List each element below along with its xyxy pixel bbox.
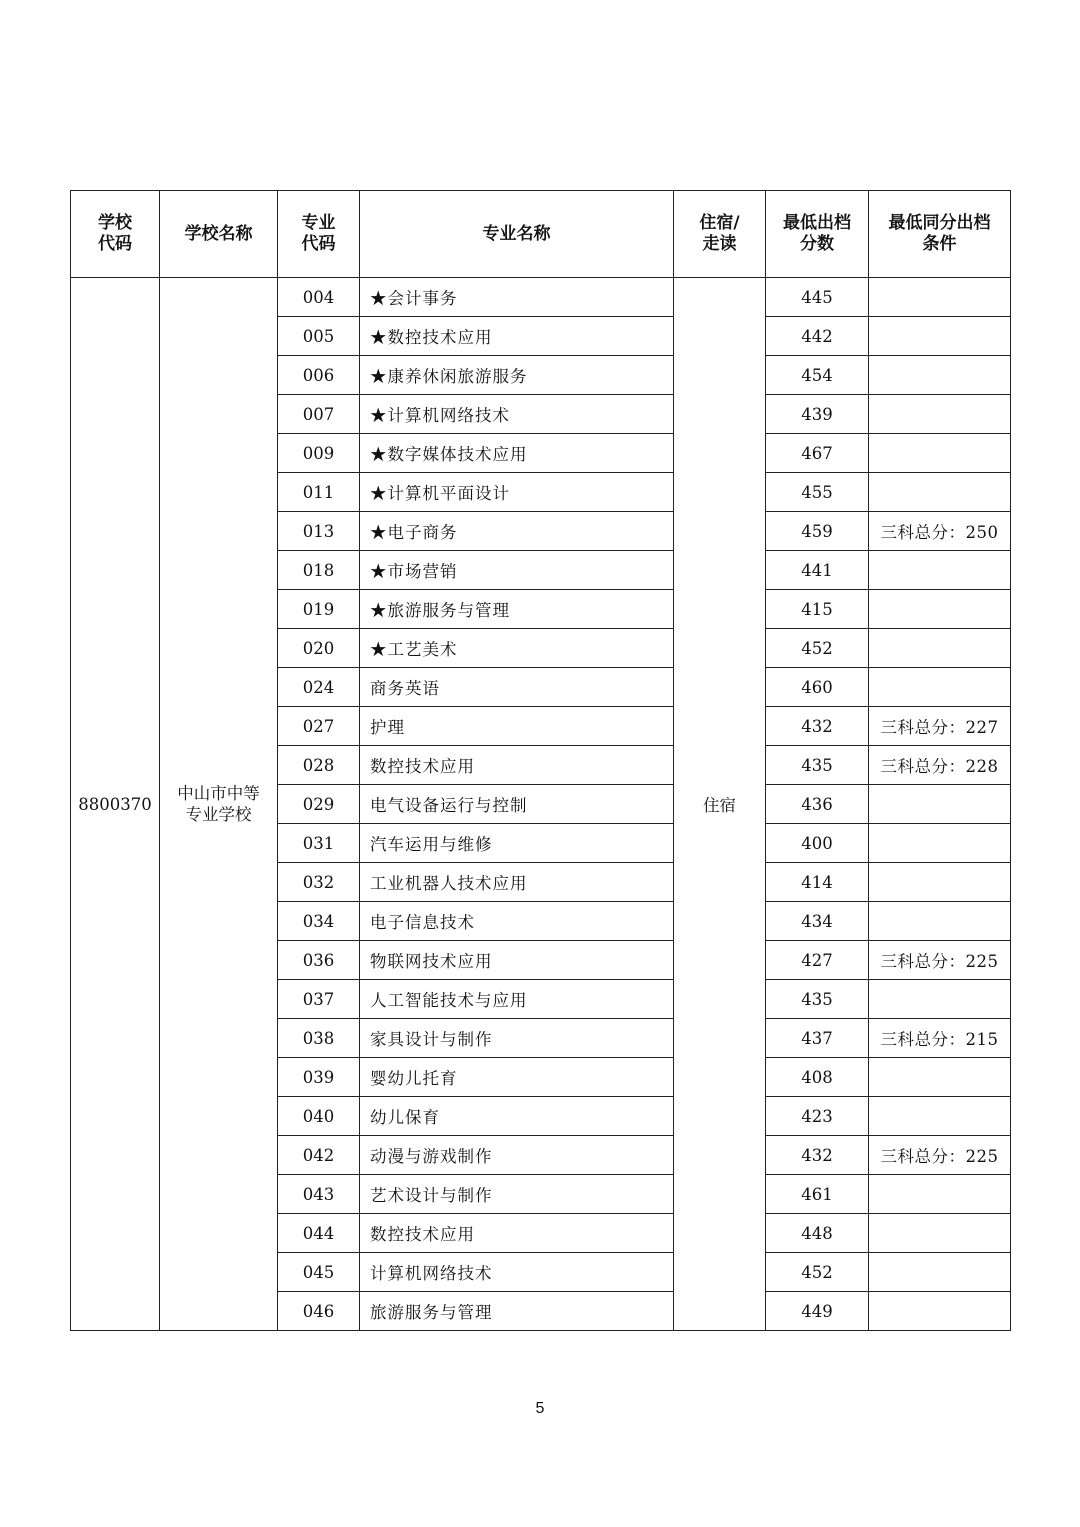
major-name-cell: 家具设计与制作 xyxy=(360,1019,674,1058)
major-name-cell: 人工智能技术与应用 xyxy=(360,980,674,1019)
table-body xyxy=(71,278,1011,1331)
major-code-cell: 040 xyxy=(278,1097,360,1136)
major-code-cell: 007 xyxy=(278,395,360,434)
tie-condition-cell: 三科总分：215 xyxy=(869,1019,1011,1058)
tie-condition-cell: 三科总分：227 xyxy=(869,707,1011,746)
min-score-cell: 423 xyxy=(766,1097,869,1136)
lodging-cell: 住宿 xyxy=(674,278,766,1331)
header-row xyxy=(71,191,1011,278)
major-name-cell: 电气设备运行与控制 xyxy=(360,785,674,824)
major-name-cell: ★旅游服务与管理 xyxy=(360,590,674,629)
min-score-cell: 448 xyxy=(766,1214,869,1253)
major-code-cell: 009 xyxy=(278,434,360,473)
major-code-cell: 005 xyxy=(278,317,360,356)
major-code-cell: 024 xyxy=(278,668,360,707)
major-name-cell: 艺术设计与制作 xyxy=(360,1175,674,1214)
major-name-cell: ★电子商务 xyxy=(360,512,674,551)
tie-condition-cell: 三科总分：225 xyxy=(869,1136,1011,1175)
tie-condition-cell xyxy=(869,1214,1011,1253)
header-lodging: 住宿/ 走读 xyxy=(674,191,766,278)
min-score-cell: 460 xyxy=(766,668,869,707)
min-score-cell: 454 xyxy=(766,356,869,395)
major-name-cell: 旅游服务与管理 xyxy=(360,1292,674,1331)
min-score-cell: 432 xyxy=(766,1136,869,1175)
tie-condition-cell xyxy=(869,824,1011,863)
major-code-cell: 004 xyxy=(278,278,360,317)
page-number: 5 xyxy=(535,1400,545,1417)
major-code-cell: 020 xyxy=(278,629,360,668)
tie-condition-cell xyxy=(869,1253,1011,1292)
major-name-cell: ★康养休闲旅游服务 xyxy=(360,356,674,395)
min-score-cell: 439 xyxy=(766,395,869,434)
major-name-cell: 护理 xyxy=(360,707,674,746)
min-score-cell: 408 xyxy=(766,1058,869,1097)
min-score-cell: 452 xyxy=(766,629,869,668)
tie-condition-cell xyxy=(869,902,1011,941)
school-code-cell: 8800370 xyxy=(71,278,160,1331)
major-code-cell: 034 xyxy=(278,902,360,941)
major-name-cell: ★数字媒体技术应用 xyxy=(360,434,674,473)
tie-condition-cell xyxy=(869,1292,1011,1331)
major-name-cell: ★计算机平面设计 xyxy=(360,473,674,512)
tie-condition-cell xyxy=(869,278,1011,317)
tie-condition-cell xyxy=(869,317,1011,356)
major-name-cell: 数控技术应用 xyxy=(360,1214,674,1253)
min-score-cell: 452 xyxy=(766,1253,869,1292)
major-code-cell: 039 xyxy=(278,1058,360,1097)
major-code-cell: 037 xyxy=(278,980,360,1019)
min-score-cell: 442 xyxy=(766,317,869,356)
tie-condition-cell xyxy=(869,356,1011,395)
major-code-cell: 031 xyxy=(278,824,360,863)
major-name-cell: 电子信息技术 xyxy=(360,902,674,941)
tie-condition-cell xyxy=(869,1175,1011,1214)
min-score-cell: 461 xyxy=(766,1175,869,1214)
min-score-cell: 427 xyxy=(766,941,869,980)
major-name-cell: 工业机器人技术应用 xyxy=(360,863,674,902)
major-name-cell: 幼儿保育 xyxy=(360,1097,674,1136)
major-code-cell: 036 xyxy=(278,941,360,980)
major-code-cell: 042 xyxy=(278,1136,360,1175)
tie-condition-cell: 三科总分：225 xyxy=(869,941,1011,980)
tie-condition-cell xyxy=(869,863,1011,902)
tie-condition-cell xyxy=(869,434,1011,473)
header-min-score: 最低出档 分数 xyxy=(766,191,869,278)
major-code-cell: 044 xyxy=(278,1214,360,1253)
tie-condition-cell xyxy=(869,551,1011,590)
min-score-cell: 415 xyxy=(766,590,869,629)
tie-condition-cell xyxy=(869,980,1011,1019)
min-score-cell: 434 xyxy=(766,902,869,941)
major-code-cell: 018 xyxy=(278,551,360,590)
major-name-cell: ★数控技术应用 xyxy=(360,317,674,356)
header-major-code: 专业 代码 xyxy=(278,191,360,278)
tie-condition-cell: 三科总分：228 xyxy=(869,746,1011,785)
min-score-cell: 459 xyxy=(766,512,869,551)
min-score-cell: 435 xyxy=(766,746,869,785)
min-score-cell: 400 xyxy=(766,824,869,863)
school-name-cell: 中山市中等 专业学校 xyxy=(160,278,278,1331)
major-name-cell: 婴幼儿托育 xyxy=(360,1058,674,1097)
table-row xyxy=(71,278,1011,317)
major-code-cell: 006 xyxy=(278,356,360,395)
major-code-cell: 046 xyxy=(278,1292,360,1331)
header-school-code: 学校 代码 xyxy=(71,191,160,278)
major-code-cell: 038 xyxy=(278,1019,360,1058)
tie-condition-cell xyxy=(869,1058,1011,1097)
min-score-cell: 467 xyxy=(766,434,869,473)
tie-condition-cell xyxy=(869,473,1011,512)
major-name-cell: 计算机网络技术 xyxy=(360,1253,674,1292)
min-score-cell: 449 xyxy=(766,1292,869,1331)
header-school-name: 学校名称 xyxy=(160,191,278,278)
tie-condition-cell xyxy=(869,668,1011,707)
major-code-cell: 045 xyxy=(278,1253,360,1292)
major-name-cell: ★工艺美术 xyxy=(360,629,674,668)
major-name-cell: 汽车运用与维修 xyxy=(360,824,674,863)
min-score-cell: 432 xyxy=(766,707,869,746)
major-code-cell: 029 xyxy=(278,785,360,824)
header-major-name: 专业名称 xyxy=(360,191,674,278)
tie-condition-cell: 三科总分：250 xyxy=(869,512,1011,551)
major-code-cell: 027 xyxy=(278,707,360,746)
major-code-cell: 043 xyxy=(278,1175,360,1214)
min-score-cell: 435 xyxy=(766,980,869,1019)
min-score-cell: 414 xyxy=(766,863,869,902)
tie-condition-cell xyxy=(869,395,1011,434)
header-tie-condition: 最低同分出档 条件 xyxy=(869,191,1011,278)
major-code-cell: 019 xyxy=(278,590,360,629)
min-score-cell: 455 xyxy=(766,473,869,512)
tie-condition-cell xyxy=(869,629,1011,668)
tie-condition-cell xyxy=(869,785,1011,824)
min-score-cell: 441 xyxy=(766,551,869,590)
major-code-cell: 028 xyxy=(278,746,360,785)
min-score-cell: 437 xyxy=(766,1019,869,1058)
min-score-cell: 436 xyxy=(766,785,869,824)
major-name-cell: ★计算机网络技术 xyxy=(360,395,674,434)
tie-condition-cell xyxy=(869,1097,1011,1136)
major-code-cell: 011 xyxy=(278,473,360,512)
major-name-cell: 商务英语 xyxy=(360,668,674,707)
major-name-cell: 物联网技术应用 xyxy=(360,941,674,980)
major-code-cell: 013 xyxy=(278,512,360,551)
major-name-cell: ★市场营销 xyxy=(360,551,674,590)
tie-condition-cell xyxy=(869,590,1011,629)
major-name-cell: ★会计事务 xyxy=(360,278,674,317)
major-name-cell: 动漫与游戏制作 xyxy=(360,1136,674,1175)
major-name-cell: 数控技术应用 xyxy=(360,746,674,785)
major-code-cell: 032 xyxy=(278,863,360,902)
admission-score-table xyxy=(70,190,1011,1331)
min-score-cell: 445 xyxy=(766,278,869,317)
